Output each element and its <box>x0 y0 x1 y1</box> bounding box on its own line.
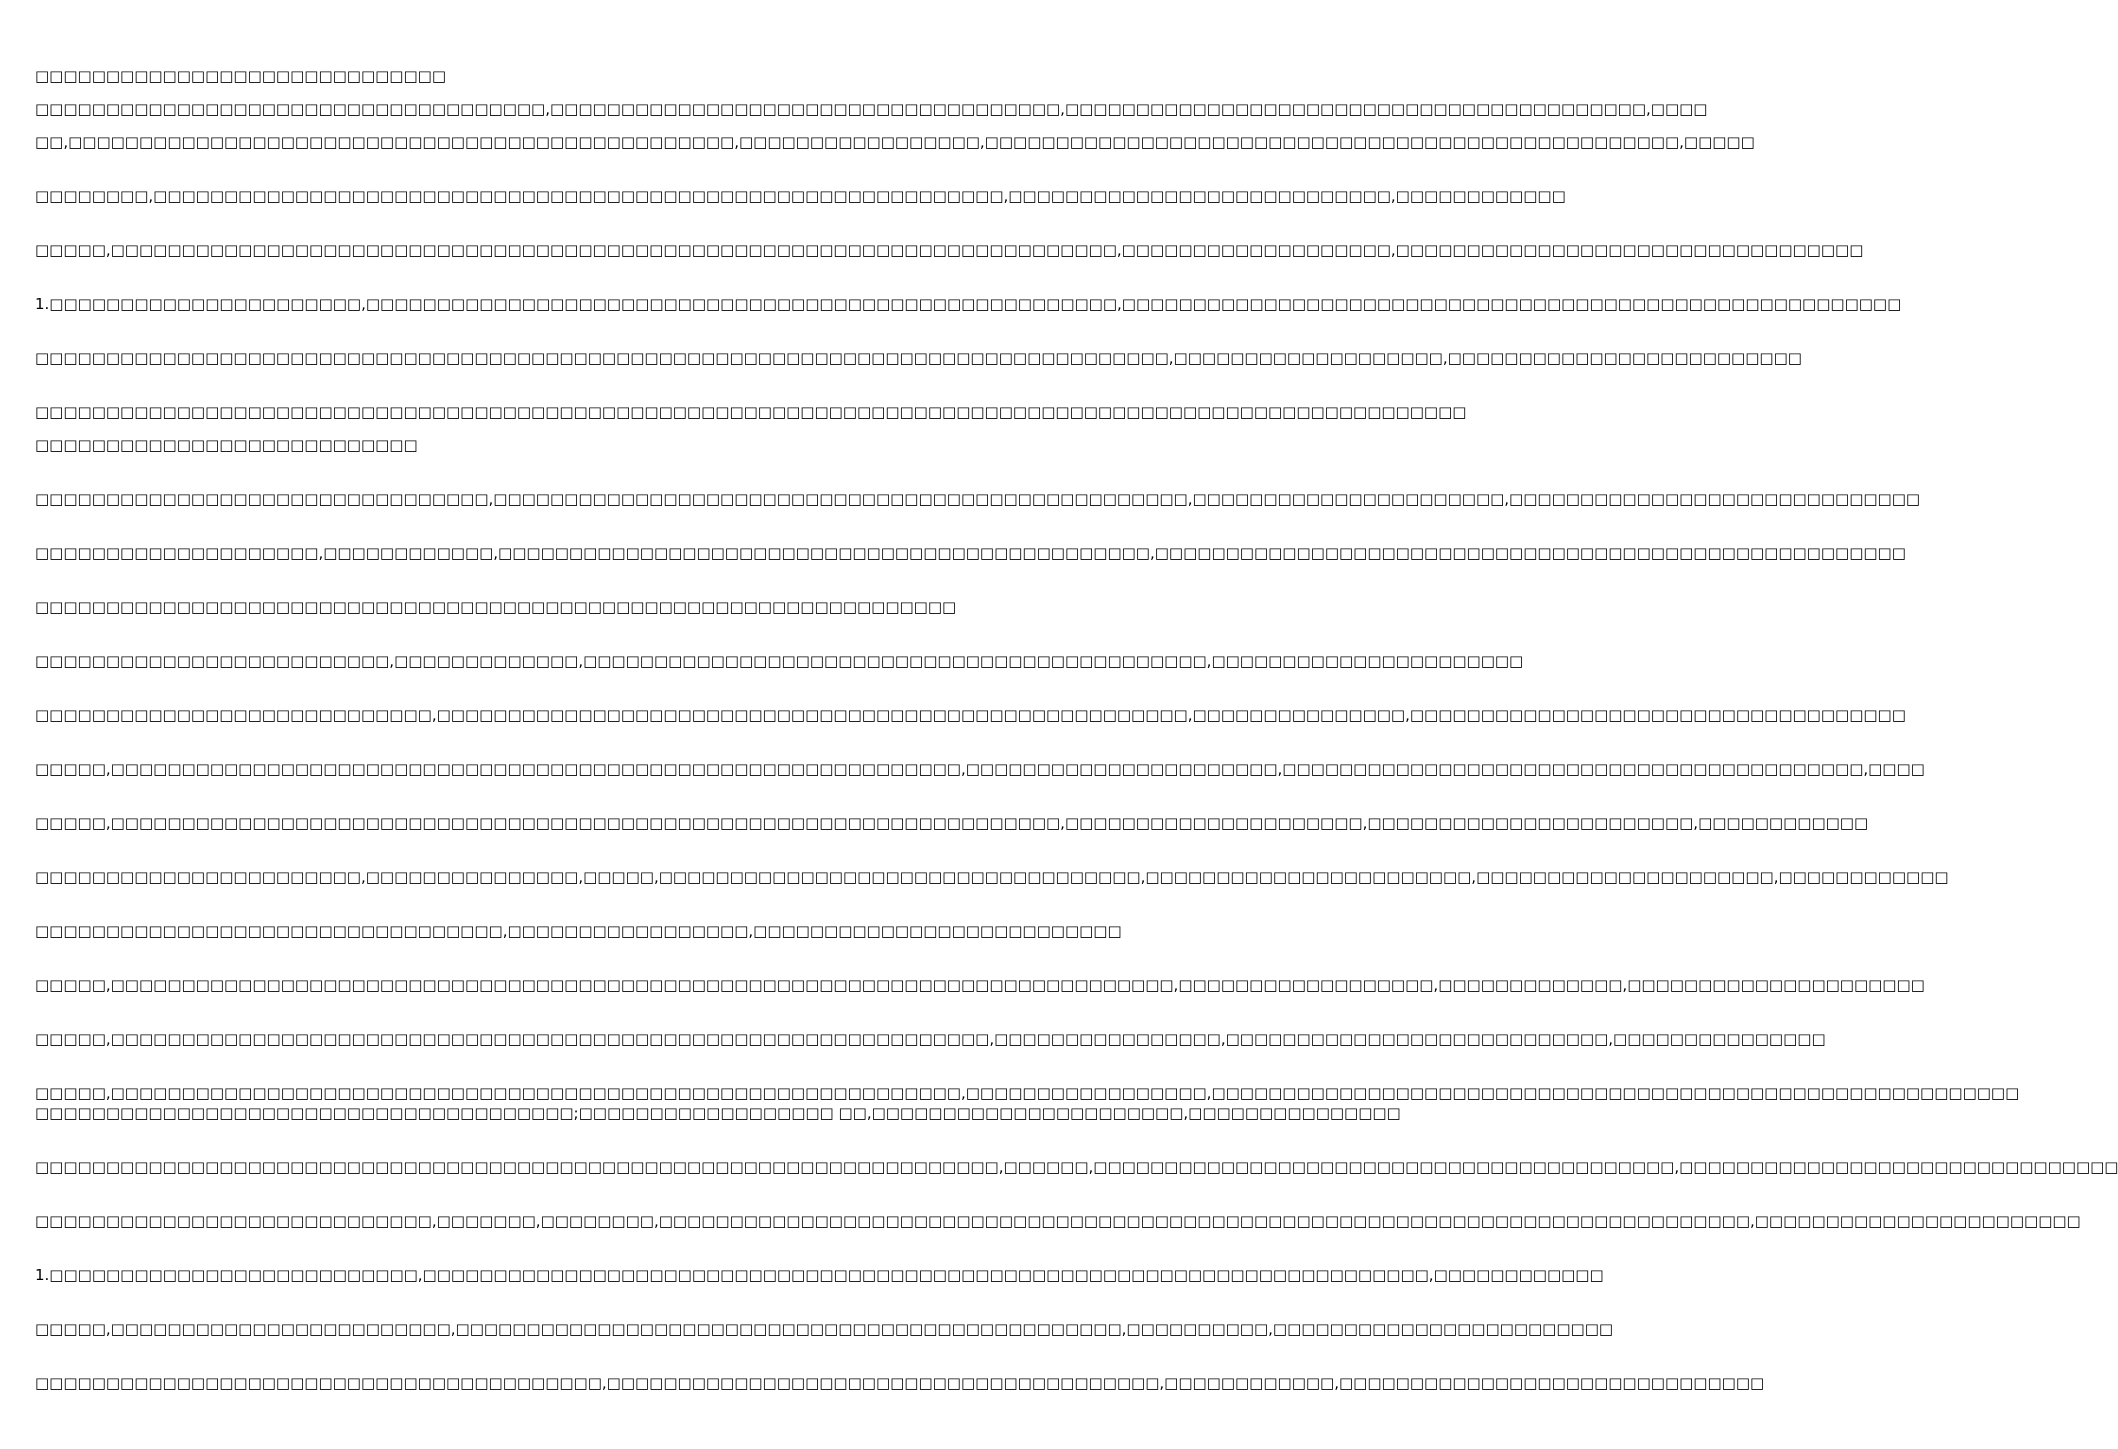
spacer <box>35 617 989 651</box>
spacer <box>35 1231 989 1265</box>
spacer <box>35 1123 989 1157</box>
spacer <box>35 779 989 813</box>
spacer <box>35 260 989 294</box>
paragraph-line: □□□□□,□□□□□□□□□□□□□□□□□□□□□□□□,□□□□□□□□□□□□□□□□□□□□□□□□□□□□□□□□□□□□□□□□□□□□□□□,□□□□□□□□□□,□□□□□□□□□□□□□□□□□□□□□□□□ <box>35 1320 1614 1338</box>
spacer <box>35 119 989 132</box>
heading-line: □□□□□□□□□□□□□□□□□□□□□□□□□□□□□ <box>35 67 446 85</box>
spacer <box>35 1049 989 1083</box>
spacer <box>35 509 989 543</box>
paragraph-line: □□,□□□□□□□□□□□□□□□□□□□□□□□□□□□□□□□□□□□□□□□□□□□□□□□,□□□□□□□□□□□□□□□□□,□□□□□□□□□□□□□□□□□□□□□□□□□□□□□□□□□□□□□□□□□□□□□□□□□,□□□□□ <box>35 133 1755 151</box>
paragraph-line: □□□□□□□□□□□□□□□□□□□□□□□□□□□□□□□□□□□□□□□□□□□□□□□□□□□□□□□□□□□□□□□□□□□□,□□□□□□,□□□□□□□□□□□□□□□□□□□□□□□□□□□□□□□□□□□□□□□□□,□□□□□□□□□□□□□□□□□□□□□□□□□□□□□□□ <box>35 1158 2118 1176</box>
spacer <box>35 941 989 975</box>
paragraph-line: □□□□□□□□□□□□□□□□□□□□□□□□□□□□,□□□□□□□,□□□□□□□□,□□□□□□□□□□□□□□□□□□□□□□□□□□□□□□□□□□□□□□□□□□□□□□□□□□□□□□□□□□□□□□□□□□□□□□□□□□□□□,□□□□□□□□□□□□□□□□□□□□□□□ <box>35 1212 2081 1230</box>
paragraph-line: □□□□□□□□□□□□□□□□□□□□,□□□□□□□□□□□□,□□□□□□□□□□□□□□□□□□□□□□□□□□□□□□□□□□□□□□□□□□□□□□,□□□□□□□□□□□□□□□□□□□□□□□□□□□□□□□□□□□□□□□□□□□□□□□□□□□□□ <box>35 544 1906 562</box>
document-body <box>35 66 2118 1393</box>
spacer <box>35 86 989 99</box>
spacer <box>35 833 989 867</box>
paragraph-line: □□□□□□□□□□□□□□□□□□□□□□□□□,□□□□□□□□□□□□□,□□□□□□□□□□□□□□□□□□□□□□□□□□□□□□□□□□□□□□□□□□□□,□□□□□□□□□□□□□□□□□□□□□□ <box>35 652 1524 670</box>
paragraph-line: □□□□□□□□□□□□□□□□□□□□□□□□□□□□□□□□□□□□□□;□□□□□□□□□□□□□□□□□□ □□,□□□□□□□□□□□□□□□□□□□□□□,□□□□□□□□□□□□□□□ <box>35 1104 1401 1122</box>
spacer <box>35 671 989 705</box>
spacer <box>35 995 989 1029</box>
spacer <box>35 887 989 921</box>
paragraph-line: □□□□□□□□□□□□□□□□□□□□□□□□□□□□,□□□□□□□□□□□□□□□□□□□□□□□□□□□□□□□□□□□□□□□□□□□□□□□□□□□□□,□□□□□□□□□□□□□□□,□□□□□□□□□□□□□□□□□□□□□□□□□□□□□□□□□□□ <box>35 706 1906 724</box>
paragraph-line: □□□□□□□□□□□□□□□□□□□□□□□□□□□ <box>35 436 418 454</box>
paragraph-line: □□□□□□□□,□□□□□□□□□□□□□□□□□□□□□□□□□□□□□□□□□□□□□□□□□□□□□□□□□□□□□□□□□□□□,□□□□□□□□□□□□□□□□□□□□□□□□□□□,□□□□□□□□□□□□ <box>35 187 1566 205</box>
paragraph-line: □□□□□□□□□□□□□□□□□□□□□□□□□□□□□□□□,□□□□□□□□□□□□□□□□□□□□□□□□□□□□□□□□□□□□□□□□□□□□□□□□□,□□□□□□□□□□□□□□□□□□□□□□,□□□□□□□□□□□□□□□□□□□□□□□□□□□□□ <box>35 490 1921 508</box>
paragraph-line: □□□□□□□□□□□□□□□□□□□□□□□□□□□□□□□□□□□□,□□□□□□□□□□□□□□□□□□□□□□□□□□□□□□□□□□□□,□□□□□□□□□□□□□□□□□□□□□□□□□□□□□□□□□□□□□□□□□,□□□□ <box>35 100 1708 118</box>
spacer <box>35 368 989 402</box>
paragraph-line: □□□□□,□□□□□□□□□□□□□□□□□□□□□□□□□□□□□□□□□□□□□□□□□□□□□□□□□□□□□□□□□□□□,□□□□□□□□□□□□□□□□□□□□□□,□□□□□□□□□□□□□□□□□□□□□□□□□□□□□□□□□□□□□□□□□,□□□□ <box>35 760 1925 778</box>
paragraph-line: □□□□□,□□□□□□□□□□□□□□□□□□□□□□□□□□□□□□□□□□□□□□□□□□□□□□□□□□□□□□□□□□□□□□□□□□□□□□□,□□□□□□□□□□□□□□□□□□□,□□□□□□□□□□□□□□□□□□□□□□□□□□□□□□□□□ <box>35 241 1864 259</box>
spacer <box>35 725 989 759</box>
paragraph-line: □□□□□□□□□□□□□□□□□□□□□□□,□□□□□□□□□□□□□□□,□□□□□,□□□□□□□□□□□□□□□□□□□□□□□□□□□□□□□□□□,□□□□□□□□□□□□□□□□□□□□□□□,□□□□□□□□□□□□□□□□□□□□□,□□□□□□□□□□□□ <box>35 868 1949 886</box>
paragraph-line: □□□□□□□□□□□□□□□□□□□□□□□□□□□□□□□□□□□□□□□□□□□□□□□□□□□□□□□□□□□□□□□□□□□□□□□□□□□□□□□□□□□□□□□□□□□□□□□□□□□□□ <box>35 403 1467 421</box>
spacer <box>35 1339 989 1373</box>
spacer <box>35 1285 989 1319</box>
spacer <box>35 563 989 597</box>
paragraph-line: 1.□□□□□□□□□□□□□□□□□□□□□□□□□□,□□□□□□□□□□□□□□□□□□□□□□□□□□□□□□□□□□□□□□□□□□□□□□□□□□□□□□□□□□□□□□□□□□□□□□□,□□□□□□□□□□□□ <box>35 1266 1604 1284</box>
spacer <box>35 422 989 435</box>
paragraph-line: □□□□□□□□□□□□□□□□□□□□□□□□□□□□□□□□□,□□□□□□□□□□□□□□□□□,□□□□□□□□□□□□□□□□□□□□□□□□□□ <box>35 922 1122 940</box>
spacer <box>35 152 989 186</box>
paragraph-line: □□□□□,□□□□□□□□□□□□□□□□□□□□□□□□□□□□□□□□□□□□□□□□□□□□□□□□□□□□□□□□□□□□□□□□□□□□□□□□□□□,□□□□□□□□□□□□□□□□□□,□□□□□□□□□□□□□,□□□□□□□□□□□□□□□□□□□□□ <box>35 976 1925 994</box>
paragraph-line: □□□□□□□□□□□□□□□□□□□□□□□□□□□□□□□□□□□□□□□□,□□□□□□□□□□□□□□□□□□□□□□□□□□□□□□□□□□□□□□□,□□□□□□□□□□□□,□□□□□□□□□□□□□□□□□□□□□□□□□□□□□□ <box>35 1374 1765 1392</box>
paragraph-line: □□□□□,□□□□□□□□□□□□□□□□□□□□□□□□□□□□□□□□□□□□□□□□□□□□□□□□□□□□□□□□□□□□,□□□□□□□□□□□□□□□□□,□□□□□□□□□□□□□□□□□□□□□□□□□□□□□□□□□□□□□□□□□□□□□□□□□□□□□□□□□ <box>35 1084 2020 1102</box>
spacer <box>35 206 989 240</box>
spacer <box>35 314 989 348</box>
spacer <box>35 1177 989 1211</box>
paragraph-line: 1.□□□□□□□□□□□□□□□□□□□□□□,□□□□□□□□□□□□□□□□□□□□□□□□□□□□□□□□□□□□□□□□□□□□□□□□□□□□□,□□□□□□□□□□□□□□□□□□□□□□□□□□□□□□□□□□□□□□□□□□□□□□□□□□□□□□□ <box>35 295 1902 313</box>
paragraph-line: □□□□□□□□□□□□□□□□□□□□□□□□□□□□□□□□□□□□□□□□□□□□□□□□□□□□□□□□□□□□□□□□□□□□□□□□□□□□□□□□,□□□□□□□□□□□□□□□□□□□,□□□□□□□□□□□□□□□□□□□□□□□□□ <box>35 349 1802 367</box>
paragraph-line: □□□□□□□□□□□□□□□□□□□□□□□□□□□□□□□□□□□□□□□□□□□□□□□□□□□□□□□□□□□□□□□□□ <box>35 598 957 616</box>
spacer <box>35 455 989 489</box>
paragraph-line: □□□□□,□□□□□□□□□□□□□□□□□□□□□□□□□□□□□□□□□□□□□□□□□□□□□□□□□□□□□□□□□□□□□□,□□□□□□□□□□□□□□□□,□□□□□□□□□□□□□□□□□□□□□□□□□□□,□□□□□□□□□□□□□□□ <box>35 1030 1826 1048</box>
paragraph-line: □□□□□,□□□□□□□□□□□□□□□□□□□□□□□□□□□□□□□□□□□□□□□□□□□□□□□□□□□□□□□□□□□□□□□□□□□,□□□□□□□□□□□□□□□□□□□□□,□□□□□□□□□□□□□□□□□□□□□□□,□□□□□□□□□□□□ <box>35 814 1869 832</box>
